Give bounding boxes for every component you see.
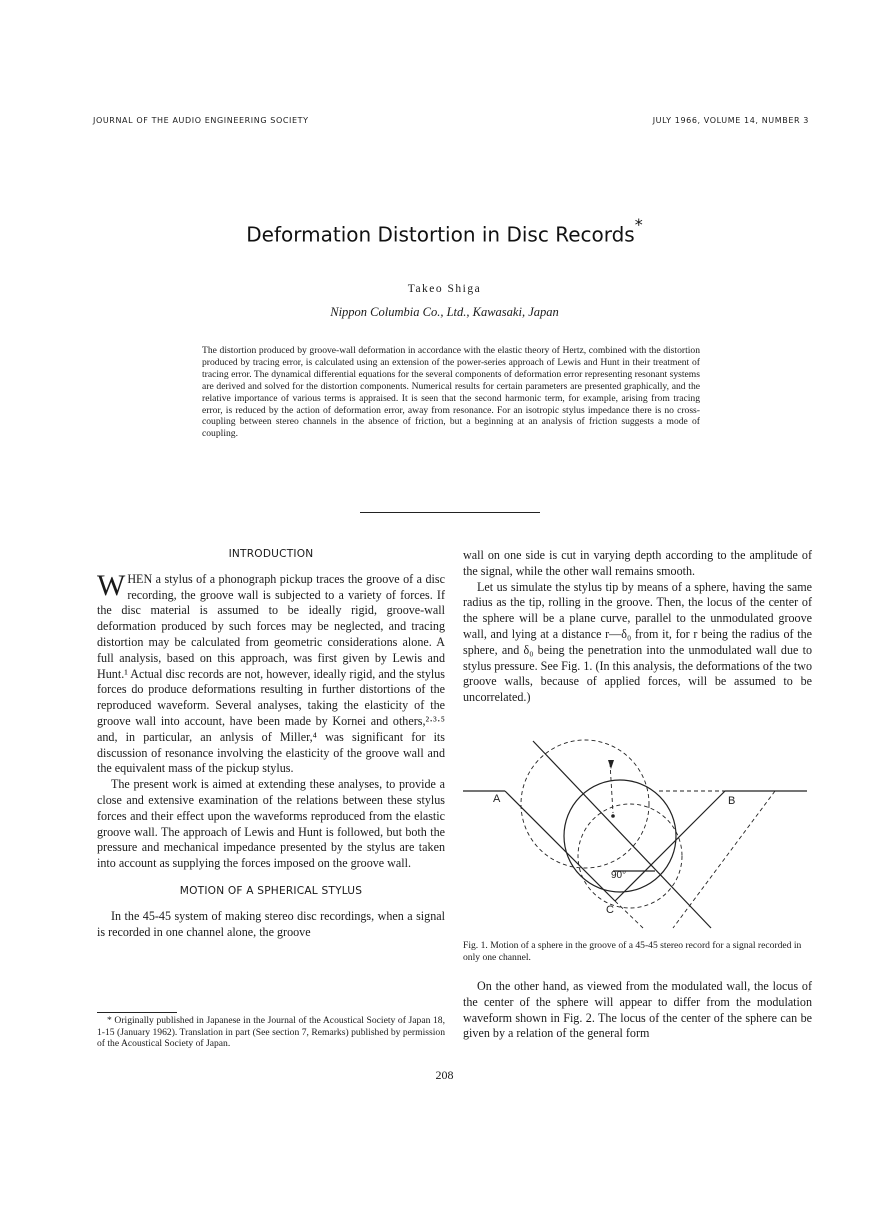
modulated-wall-dashed — [673, 791, 775, 928]
title-footnote-mark: * — [634, 215, 643, 234]
footnote-divider — [97, 1012, 177, 1013]
intro-paragraph-1 — [97, 568, 445, 777]
drop-cap: W — [97, 568, 126, 602]
figure-1-caption: Fig. 1. Motion of a sphere in the groove of a 45-45 stereo record for a signal recorded in only one channel. — [463, 940, 802, 963]
label-a: A — [493, 793, 501, 805]
running-header-journal: JOURNAL OF THE AUDIO ENGINEERING SOCIETY — [93, 116, 309, 125]
left-column — [97, 547, 445, 940]
label-c: C — [606, 904, 614, 916]
deformed-sphere-lower — [578, 804, 682, 908]
right-paragraph-1: wall on one side is cut in varying depth according to the amplitude of the signal, while the other wall remains smooth. — [463, 548, 812, 578]
intro-paragraph-2: The present work is aimed at extending these analyses, to provide a close and extensive examination of the relations between these stylus forces and their effect upon the waveforms reproduced from the elastic groove wall. The approach of Lewis and Hunt is followed, but both the pressure and mechanical impedance presented by the stylus are taken into account as supplying the forces imposed on the groove wall. — [97, 777, 445, 871]
right-column-bottom — [463, 979, 812, 1042]
heading-introduction: INTRODUCTION — [228, 548, 314, 560]
motion-paragraph-1: In the 45-45 system of making stereo disc recordings, when a signal is recorded in one channel alone, the groove — [97, 908, 445, 939]
sphere-center-locus — [533, 741, 711, 928]
right-paragraph-2: Let us simulate the stylus tip by means of a sphere, having the same radius as the tip, rolling in the groove. Then, the locus of the center of the sphere will be a plane curve, parallel to the unmodulated groove wall, and lying at a distance r—δ₀ from it, for r being the radius of the sphere, and δ₀ being the penetration into the unmodulated wall due to stylus pressure. See Fig. 1. (In this analysis, the deformations of the two groove walls, because of applied forces, will be assumed to be uncorrelated.) — [463, 579, 812, 705]
footnote: * Originally published in Japanese in the Journal of the Acoustical Society of Japan 18, 1-15 (January 1962). Translation in part (See section 7, Remarks) published by permission of the Acoustical Society of Japan. — [97, 1015, 445, 1050]
radius-arrow — [610, 763, 613, 813]
intro-paragraph-1-text: HEN a stylus of a phonograph pickup traces the groove of a disc recording, the groove wall is subjected to a variety of forces. If the disc material is assumed to be ideally rigid, groove-wall deformation produced by such forces may be neglected, and tracing distortion may be calculated from geometric considerations alone. A full analysis, based on this approach, was first given by Lewis and Hunt.¹ Actual disc records are not, however, ideally rigid, and the stylus forces do produce deformations resulting in further distortions of the reproduced waveform. Several analyses, taking the elasticity of the groove wall into account, have been made by Kornei and others,²·³·⁵ and, in particular, an anlysis of Miller,⁴ was significant for its discussion of resonance involving the elasticity of the groove wall and the equivalent mass of the pickup stylus. — [97, 571, 445, 776]
radius-arrowhead — [608, 760, 614, 769]
label-right-angle: 90° — [611, 870, 627, 881]
right-column-top — [463, 548, 812, 706]
author-affiliation: Nippon Columbia Co., Ltd., Kawasaki, Japan — [330, 305, 559, 319]
section-divider — [360, 512, 540, 513]
wall-dashed-extension — [615, 901, 643, 928]
heading-motion-spherical-stylus: MOTION OF A SPHERICAL STYLUS — [179, 884, 363, 897]
figure-1-diagram — [463, 738, 812, 938]
sphere-center-point — [611, 814, 615, 818]
article-title-text: Deformation Distortion in Disc Records — [246, 222, 635, 247]
article-title — [0, 215, 889, 247]
deformed-sphere-large — [521, 740, 649, 868]
abstract: The distortion produced by groove-wall deformation in accordance with the elastic theory of Hertz, combined with the distortion produced by tracing error, is calculated using an extension of the power-series approach of Lewis and Hunt in their treatment of tracing error. The dynamical differential equations for the several components of deformation error representing resonant systems are derived and solved for the distortion components. Numerical results for certain parameters are presented graphically, and the relative importance of various terms is appraised. It is seen that the second harmonic term, for example, arising from tracing error, is reduced by the action of deformation error, away from resonance. For an isotropic stylus impedance there is no cross-coupling between stereo channels in the absence of friction, but a beginning at an analysis of friction suggests a mode of coupling. — [202, 345, 700, 440]
page-number: 208 — [435, 1068, 454, 1082]
author-name: Takeo Shiga — [407, 283, 482, 295]
running-header-issue: JULY 1966, VOLUME 14, NUMBER 3 — [652, 116, 809, 125]
right-paragraph-3: On the other hand, as viewed from the modulated wall, the locus of the center of the sphere will appear to differ from the modulation waveform shown in Fig. 2. The locus of the center of the sphere can be given by a relation of the general form — [463, 979, 812, 1041]
label-b: B — [728, 795, 736, 807]
